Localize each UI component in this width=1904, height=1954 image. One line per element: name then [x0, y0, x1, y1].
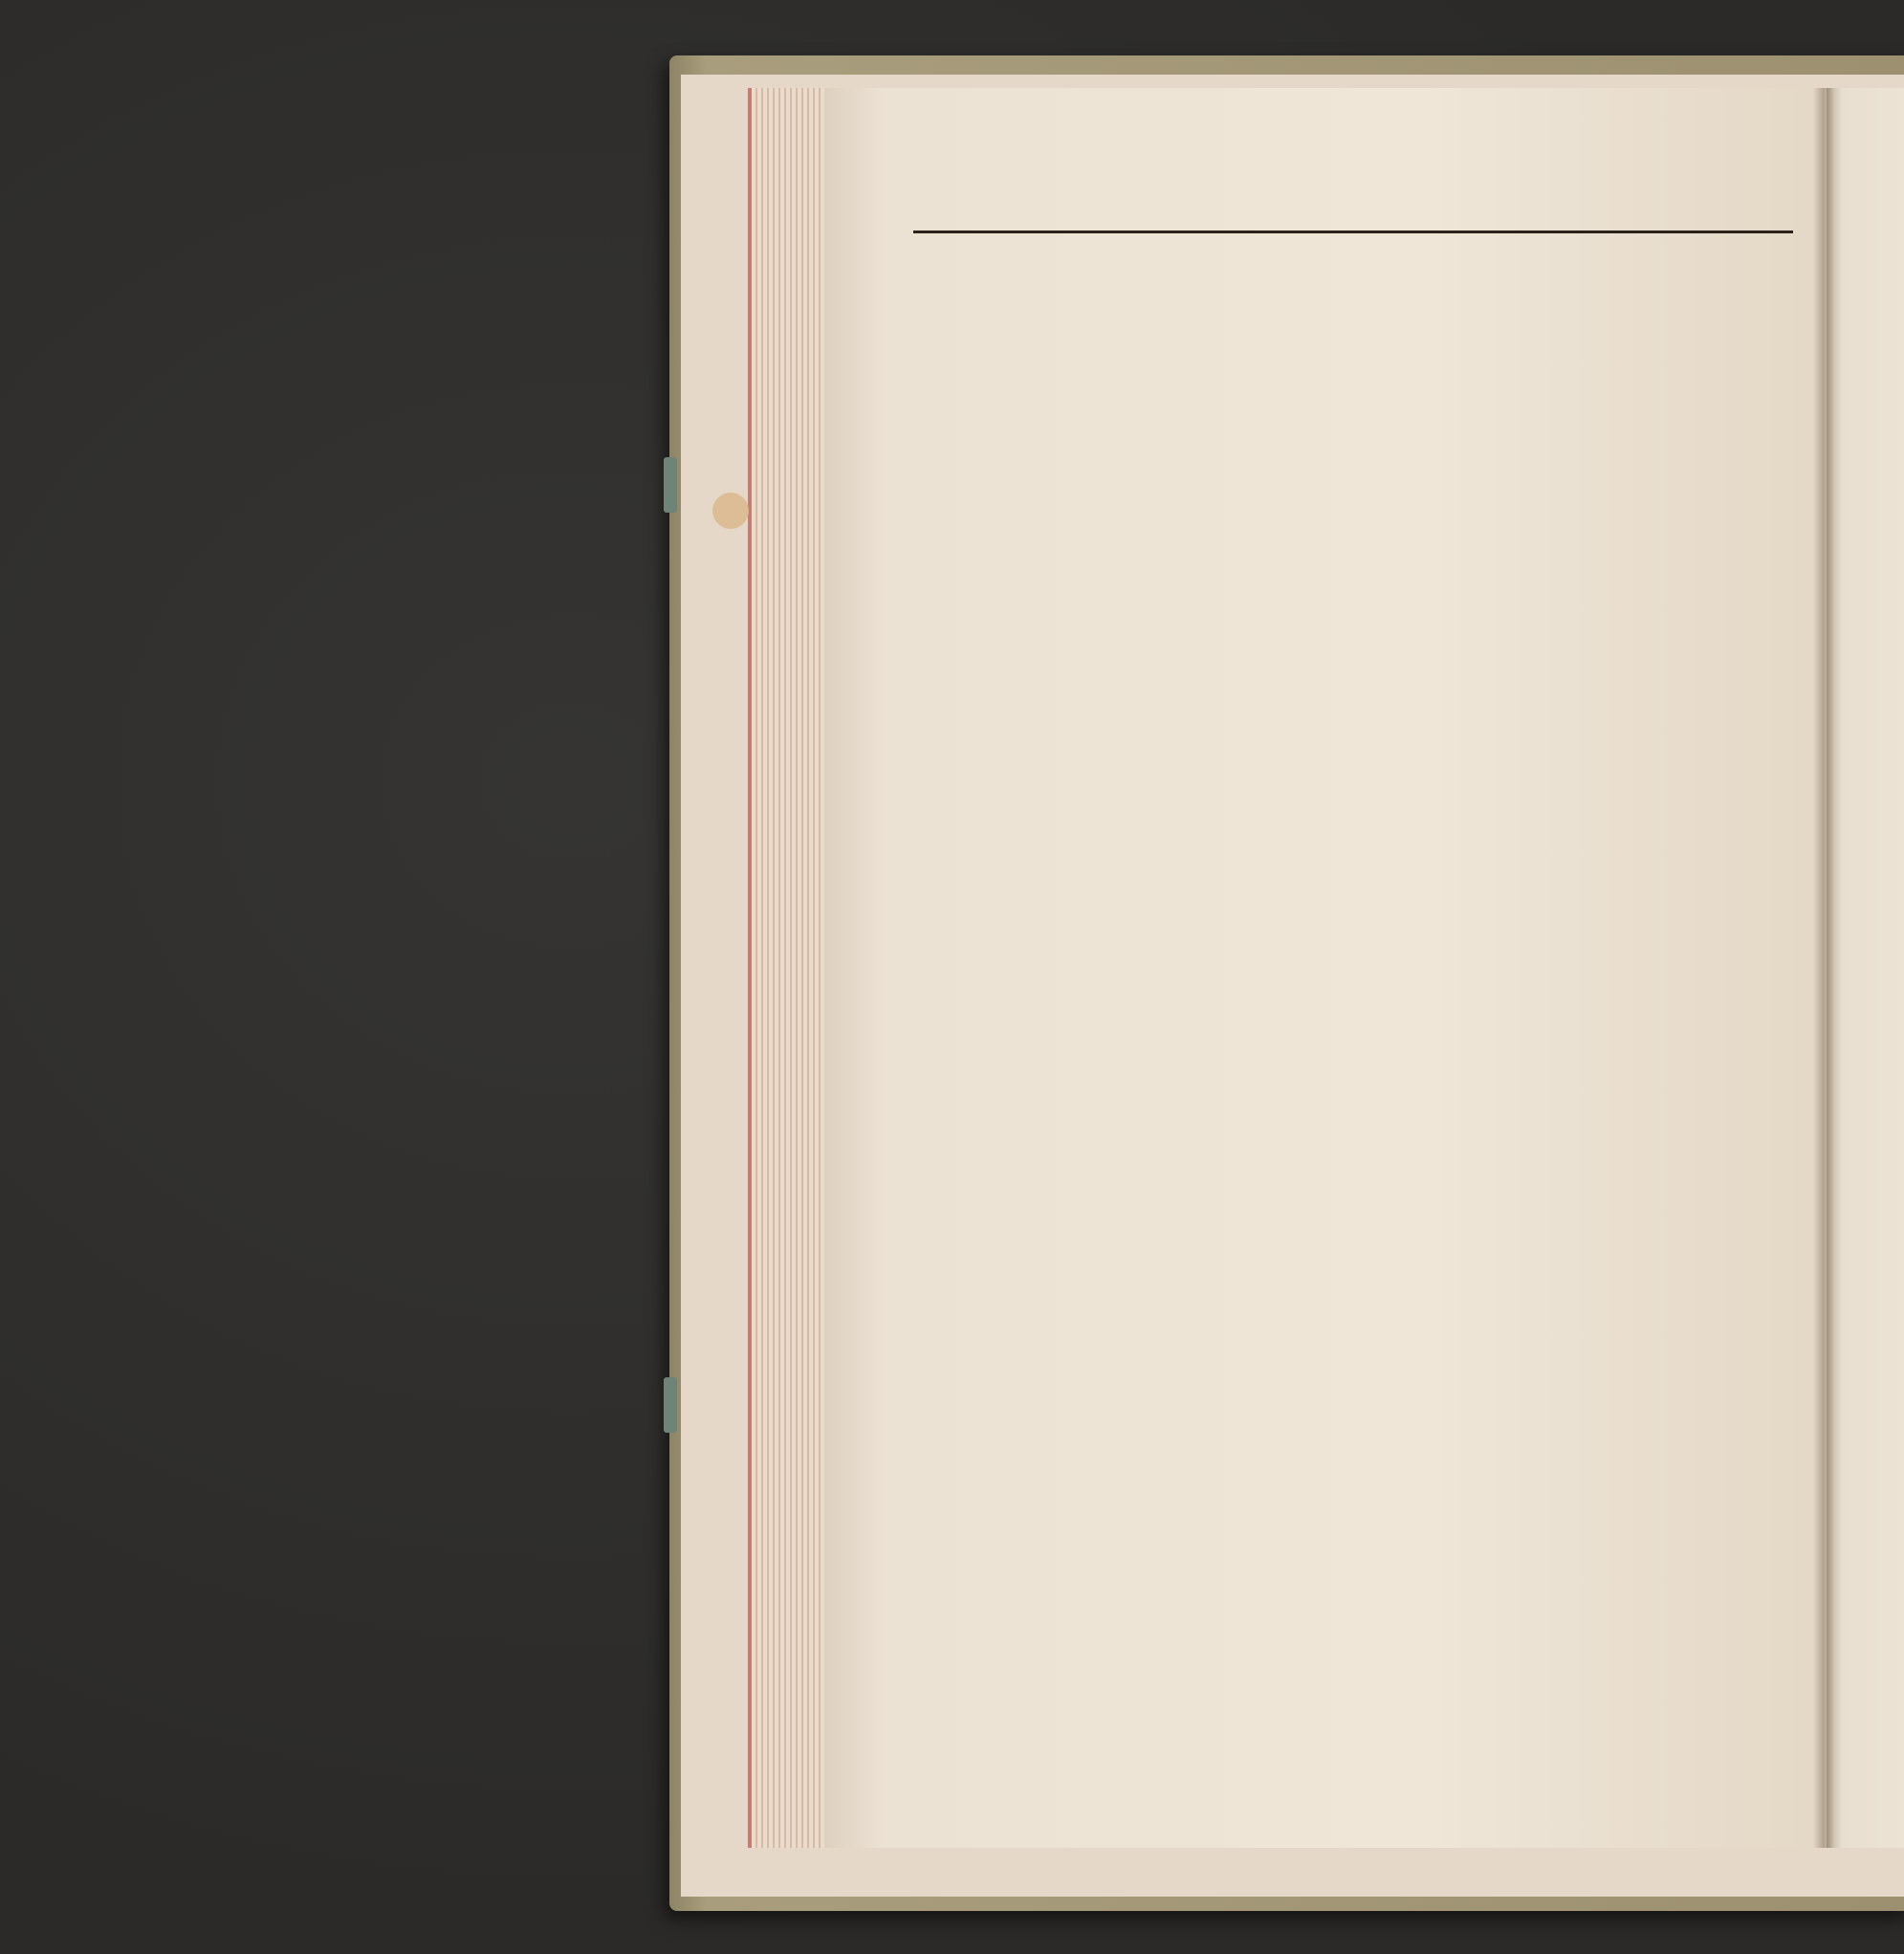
head-rule	[913, 231, 1793, 233]
right-page-edge	[1827, 88, 1904, 1848]
gutter-shadow	[1813, 88, 1834, 1848]
running-head	[913, 189, 1793, 230]
stain-mark	[712, 493, 749, 529]
page-edges	[748, 88, 834, 1848]
clasp-top	[664, 457, 677, 513]
clasp-bottom	[664, 1377, 677, 1433]
left-page	[824, 88, 1819, 1848]
